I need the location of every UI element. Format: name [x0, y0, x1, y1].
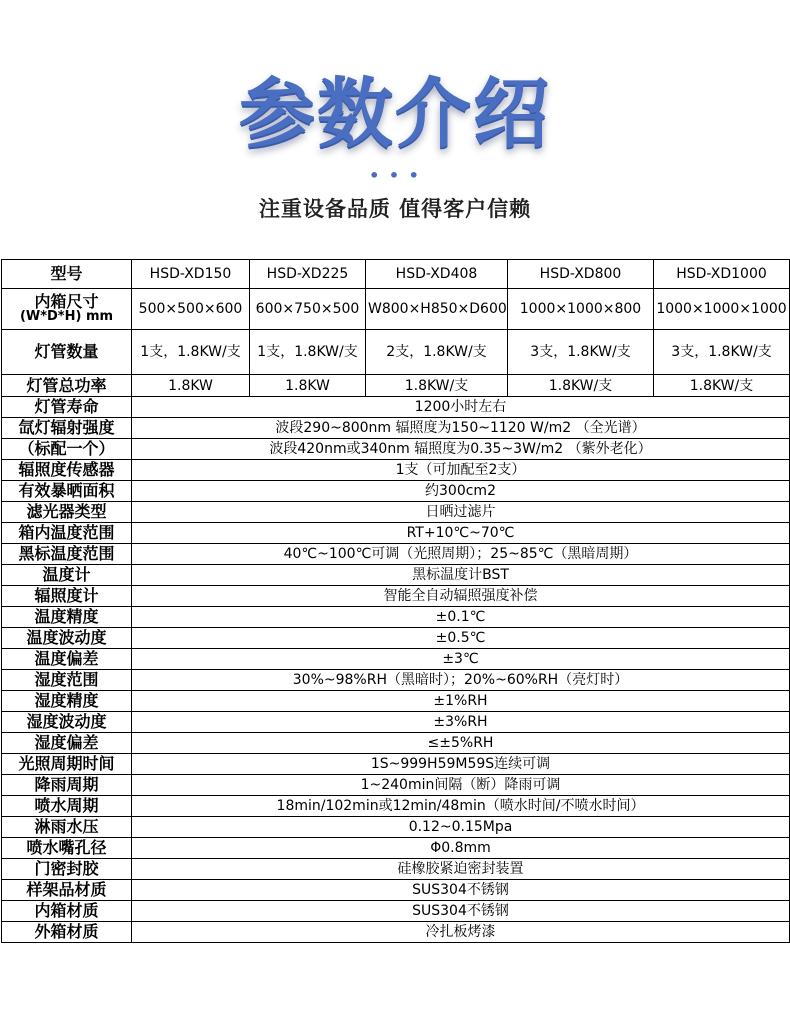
row-label-outer: 外箱材质 — [2, 922, 132, 943]
row-label-humidity-range: 湿度范围 — [2, 670, 132, 691]
table-row-humidity-accuracy — [2, 691, 790, 712]
row-label-temp-accuracy: 温度精度 — [2, 607, 132, 628]
row-label-exposure: 有效暴晒面积 — [2, 481, 132, 502]
humidity-fluct-value: ±3%RH — [132, 712, 790, 733]
table-row-thermometer — [2, 565, 790, 586]
irradiance-meter-value: 智能全自动辐照强度补偿 — [132, 586, 790, 607]
temp-fluct-value: ±0.5℃ — [132, 628, 790, 649]
table-row-sensor — [2, 460, 790, 481]
thermometer-value: 黑标温度计BST — [132, 565, 790, 586]
row-label-humidity-fluct: 湿度波动度 — [2, 712, 132, 733]
temp-range-value: RT+10℃~70℃ — [132, 523, 790, 544]
row-label-humidity-dev: 湿度偏差 — [2, 733, 132, 754]
table-row-rack — [2, 880, 790, 901]
table-row-spray-cycle — [2, 796, 790, 817]
humidity-dev-value: ≤±5%RH — [132, 733, 790, 754]
table-row-temp-fluct — [2, 628, 790, 649]
xenon-value: 波段290~800nm 辐照度为150~1120 W/m2 （全光谱） — [132, 418, 790, 439]
nozzle-value: Φ0.8mm — [132, 838, 790, 859]
lamp-qty-cell: 1支，1.8KW/支 — [132, 330, 250, 375]
row-label-xenon: 氙灯辐射强度 — [2, 418, 132, 439]
size-label: 内箱尺寸 — [34, 292, 99, 311]
table-row-temp-accuracy — [2, 607, 790, 628]
row-label-humidity-accuracy: 湿度精度 — [2, 691, 132, 712]
title-dots: • • • — [369, 166, 421, 185]
table-row-rain-cycle — [2, 775, 790, 796]
table-row-size — [2, 289, 790, 330]
temp-accuracy-value: ±0.1℃ — [132, 607, 790, 628]
lamp-power-cell: 1.8KW/支 — [654, 375, 790, 397]
row-label-rain-pressure: 淋雨水压 — [2, 817, 132, 838]
size-cell: 600×750×500 — [250, 289, 366, 330]
table-row-temp-dev — [2, 649, 790, 670]
model-cell: HSD-XD225 — [250, 260, 366, 289]
row-label-door-seal: 门密封胶 — [2, 859, 132, 880]
standard-value: 波段420nm或340nm 辐照度为0.35~3W/m2 （紫外老化） — [132, 439, 790, 460]
lamp-power-cell: 1.8KW/支 — [366, 375, 508, 397]
inner-value: SUS304不锈钢 — [132, 901, 790, 922]
rain-pressure-value: 0.12~0.15Mpa — [132, 817, 790, 838]
row-label-lamp-qty: 灯管数量 — [2, 330, 132, 375]
row-label-bst-range: 黑标温度范围 — [2, 544, 132, 565]
page-title: 参数介绍 — [239, 69, 551, 158]
spec-table — [1, 259, 790, 943]
table-row-lamp-life — [2, 397, 790, 418]
row-label-lamp-life: 灯管寿命 — [2, 397, 132, 418]
row-label-temp-dev: 温度偏差 — [2, 649, 132, 670]
row-label-size — [2, 289, 132, 330]
table-row-lamp-power — [2, 375, 790, 397]
table-row-filter — [2, 502, 790, 523]
table-row-model — [2, 260, 790, 289]
table-row-lamp-qty — [2, 330, 790, 375]
table-row-humidity-fluct — [2, 712, 790, 733]
row-label-rain-cycle: 降雨周期 — [2, 775, 132, 796]
rack-value: SUS304不锈钢 — [132, 880, 790, 901]
row-label-thermometer: 温度计 — [2, 565, 132, 586]
table-row-exposure — [2, 481, 790, 502]
table-row-humidity-dev — [2, 733, 790, 754]
row-label-spray-cycle: 喷水周期 — [2, 796, 132, 817]
row-label-irradiance-meter: 辐照度计 — [2, 586, 132, 607]
row-label-filter: 滤光器类型 — [2, 502, 132, 523]
rain-cycle-value: 1~240min间隔（断）降雨可调 — [132, 775, 790, 796]
size-cell: 1000×1000×1000 — [654, 289, 790, 330]
row-label-temp-fluct: 温度波动度 — [2, 628, 132, 649]
size-cell: W800×H850×D600 — [366, 289, 508, 330]
row-label-lamp-power: 灯管总功率 — [2, 375, 132, 397]
spray-cycle-value: 18min/102min或12min/48min（喷水时间/不喷水时间） — [132, 796, 790, 817]
size-cell: 500×500×600 — [132, 289, 250, 330]
humidity-range-value: 30%~98%RH（黑暗时）；20%~60%RH（亮灯时） — [132, 670, 790, 691]
row-label-temp-range: 箱内温度范围 — [2, 523, 132, 544]
lamp-power-cell: 1.8KW — [132, 375, 250, 397]
exposure-value: 约300cm2 — [132, 481, 790, 502]
bst-range-value: 40℃~100℃可调（光照周期）；25~85℃（黑暗周期） — [132, 544, 790, 565]
table-row-light-cycle — [2, 754, 790, 775]
table-row-temp-range — [2, 523, 790, 544]
lamp-qty-cell: 1支，1.8KW/支 — [250, 330, 366, 375]
size-cell: 1000×1000×800 — [508, 289, 654, 330]
row-label-model: 型号 — [2, 260, 132, 289]
lamp-power-cell: 1.8KW — [250, 375, 366, 397]
row-label-light-cycle: 光照周期时间 — [2, 754, 132, 775]
table-row-humidity-range — [2, 670, 790, 691]
row-label-rack: 样架品材质 — [2, 880, 132, 901]
temp-dev-value: ±3℃ — [132, 649, 790, 670]
sensor-value: 1支（可加配至2支） — [132, 460, 790, 481]
outer-value: 冷扎板烤漆 — [132, 922, 790, 943]
lamp-power-cell: 1.8KW/支 — [508, 375, 654, 397]
table-row-standard — [2, 439, 790, 460]
model-cell: HSD-XD408 — [366, 260, 508, 289]
page-subtitle: 注重设备品质 值得客户信赖 — [258, 197, 532, 221]
lamp-qty-cell: 3支，1.8KW/支 — [508, 330, 654, 375]
table-row-xenon — [2, 418, 790, 439]
table-row-bst-range — [2, 544, 790, 565]
table-row-rain-pressure — [2, 817, 790, 838]
model-cell: HSD-XD800 — [508, 260, 654, 289]
table-row-outer — [2, 922, 790, 943]
lamp-life-value: 1200小时左右 — [132, 397, 790, 418]
row-label-nozzle: 喷水嘴孔径 — [2, 838, 132, 859]
table-row-nozzle — [2, 838, 790, 859]
size-label-unit: (W*D*H) mm — [19, 309, 114, 324]
humidity-accuracy-value: ±1%RH — [132, 691, 790, 712]
lamp-qty-cell: 2支，1.8KW/支 — [366, 330, 508, 375]
table-row-door-seal — [2, 859, 790, 880]
table-row-irradiance-meter — [2, 586, 790, 607]
model-cell: HSD-XD1000 — [654, 260, 790, 289]
row-label-inner: 内箱材质 — [2, 901, 132, 922]
lamp-qty-cell: 3支，1.8KW/支 — [654, 330, 790, 375]
door-seal-value: 硅橡胶紧迫密封装置 — [132, 859, 790, 880]
table-row-inner — [2, 901, 790, 922]
model-cell: HSD-XD150 — [132, 260, 250, 289]
filter-value: 日晒过滤片 — [132, 502, 790, 523]
light-cycle-value: 1S~999H59M59S连续可调 — [132, 754, 790, 775]
row-label-standard: （标配一个） — [2, 439, 132, 460]
row-label-sensor: 辐照度传感器 — [2, 460, 132, 481]
